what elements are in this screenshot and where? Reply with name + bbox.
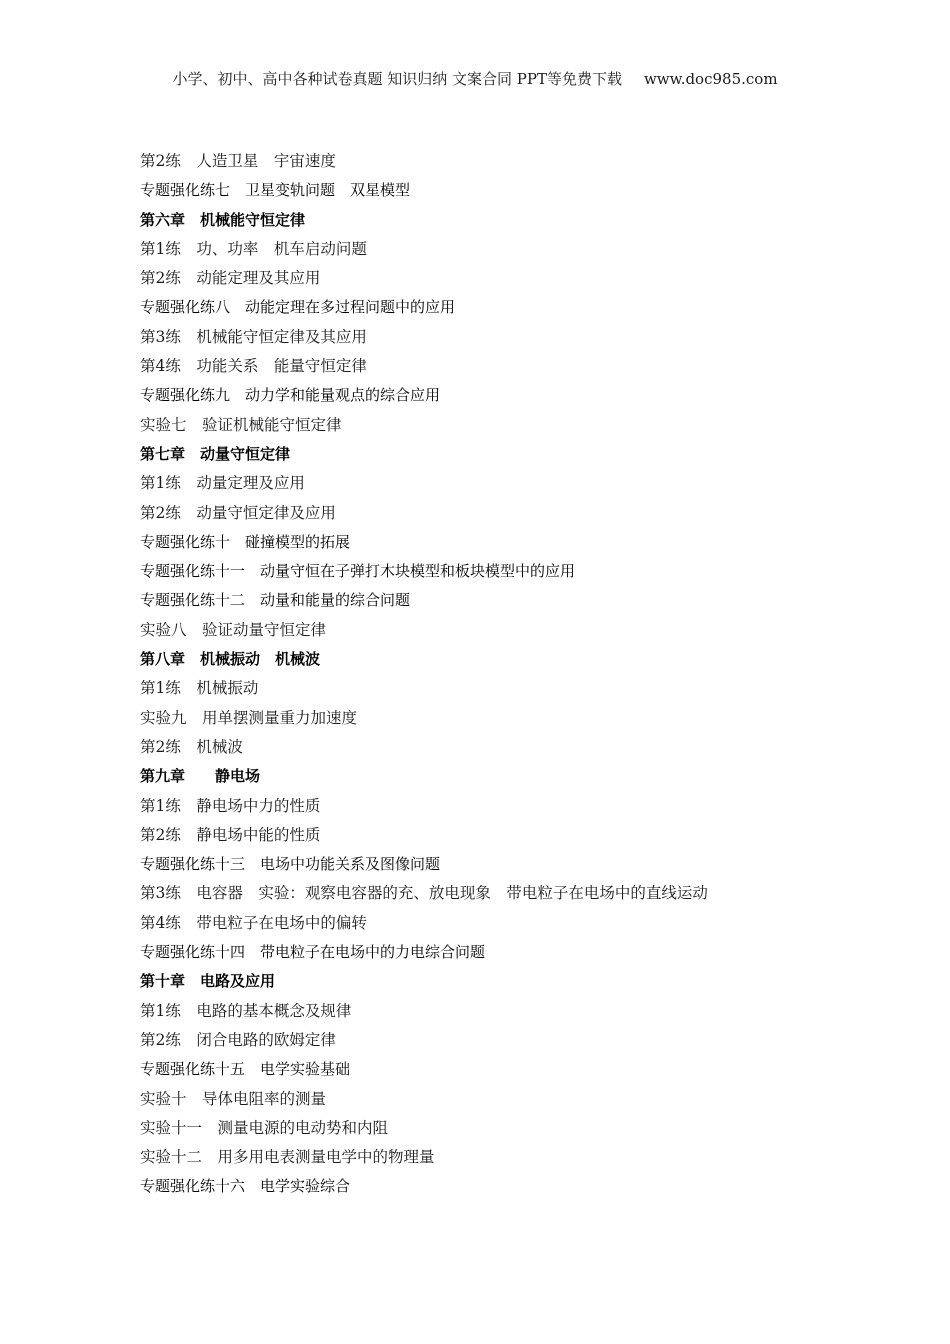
toc-entry-title: 电路的基本概念及规律 <box>196 1001 352 1020</box>
toc-entry-title: 功能关系 能量守恒定律 <box>196 357 367 376</box>
toc-chapter-heading[interactable] <box>140 440 900 469</box>
header-text: 小学、初中、高中各种试卷真题 知识归纳 文案合同 PPT等免费下载 <box>172 70 622 88</box>
toc-entry[interactable] <box>140 1026 900 1055</box>
toc-entry-title: 动量和能量的综合问题 <box>260 591 411 610</box>
toc-entry-title: 测量电源的电动势和内阻 <box>217 1118 389 1137</box>
toc-entry-label: 第六章 <box>140 210 186 229</box>
table-of-contents <box>140 147 900 1202</box>
page-header <box>0 68 950 90</box>
toc-entry-label: 第2练 <box>140 152 181 170</box>
toc-entry-title: 人造卫星 宇宙速度 <box>196 152 336 170</box>
toc-entry-label: 第九章 <box>140 767 186 786</box>
toc-entry-label: 第2练 <box>140 1030 181 1049</box>
header-site-link[interactable]: www.doc985.com <box>643 70 778 88</box>
toc-entry[interactable] <box>140 1055 900 1084</box>
toc-entry-label: 实验十 <box>140 1089 187 1108</box>
toc-entry[interactable] <box>140 411 900 440</box>
toc-entry-label: 专题强化练十二 <box>140 591 246 610</box>
toc-entry-label: 专题强化练八 <box>140 298 231 317</box>
toc-entry-title: 验证动量守恒定律 <box>202 620 327 639</box>
toc-entry-label: 专题强化练十一 <box>140 562 246 581</box>
toc-entry[interactable] <box>140 176 900 205</box>
toc-entry-title: 碰撞模型的拓展 <box>245 532 351 551</box>
toc-entry-label: 专题强化练十六 <box>140 1177 246 1196</box>
toc-entry-title: 机械波 <box>196 737 243 756</box>
toc-entry[interactable] <box>140 528 900 557</box>
toc-chapter-heading[interactable] <box>140 762 900 791</box>
toc-entry[interactable] <box>140 557 900 586</box>
toc-entry-label: 专题强化练十四 <box>140 943 246 962</box>
toc-entry-label: 实验七 <box>140 415 187 434</box>
toc-entry-title: 卫星变轨问题 双星模型 <box>245 181 411 200</box>
toc-entry-title: 带电粒子在电场中的偏转 <box>196 913 367 932</box>
toc-entry-title: 导体电阻率的测量 <box>202 1089 327 1108</box>
toc-entry-label: 专题强化练七 <box>140 181 231 200</box>
toc-entry-label: 第2练 <box>140 737 181 756</box>
toc-entry[interactable] <box>140 850 900 879</box>
toc-entry-title: 电容器 实验：观察电容器的充、放电现象 带电粒子在电场中的直线运动 <box>196 884 708 903</box>
toc-entry[interactable] <box>140 1114 900 1143</box>
toc-entry[interactable] <box>140 733 900 762</box>
toc-entry-label: 第1练 <box>140 796 181 815</box>
toc-entry[interactable] <box>140 293 900 322</box>
toc-entry-label: 第2练 <box>140 825 181 844</box>
toc-entry-label: 第3练 <box>140 327 181 346</box>
toc-entry-label: 第八章 <box>140 650 186 669</box>
toc-entry-label: 第4练 <box>140 357 181 376</box>
toc-entry-label: 实验十二 <box>140 1148 203 1167</box>
toc-entry-label: 第十章 <box>140 972 186 991</box>
toc-entry-title: 动量守恒定律及应用 <box>196 503 336 522</box>
toc-entry[interactable] <box>140 1085 900 1114</box>
toc-entry[interactable] <box>140 147 900 176</box>
toc-entry-title: 电学实验基础 <box>260 1060 351 1079</box>
toc-chapter-heading[interactable] <box>140 967 900 996</box>
toc-chapter-heading[interactable] <box>140 206 900 235</box>
toc-entry-label: 第4练 <box>140 913 181 932</box>
toc-entry[interactable] <box>140 792 900 821</box>
toc-entry-label: 第1练 <box>140 474 181 493</box>
toc-entry-title: 动量守恒定律 <box>200 444 291 463</box>
toc-entry-label: 第1练 <box>140 1001 181 1020</box>
toc-entry-title: 电路及应用 <box>200 972 276 991</box>
toc-entry-title: 动量守恒在子弹打木块模型和板块模型中的应用 <box>260 562 576 581</box>
toc-entry[interactable] <box>140 674 900 703</box>
toc-entry[interactable] <box>140 616 900 645</box>
toc-entry-label: 第2练 <box>140 269 181 288</box>
toc-entry[interactable] <box>140 1143 900 1172</box>
toc-entry[interactable] <box>140 997 900 1026</box>
toc-entry-title: 验证机械能守恒定律 <box>202 415 342 434</box>
toc-entry-title: 动能定理在多过程问题中的应用 <box>245 298 456 317</box>
toc-entry[interactable] <box>140 469 900 498</box>
toc-chapter-heading[interactable] <box>140 645 900 674</box>
toc-entry-title: 静电场 <box>200 767 261 786</box>
toc-entry[interactable] <box>140 1172 900 1201</box>
toc-entry-title: 静电场中力的性质 <box>196 796 321 815</box>
toc-entry[interactable] <box>140 909 900 938</box>
toc-entry[interactable] <box>140 704 900 733</box>
toc-entry[interactable] <box>140 938 900 967</box>
toc-entry-label: 专题强化练九 <box>140 386 231 405</box>
toc-entry-label: 第1练 <box>140 679 181 698</box>
toc-entry[interactable] <box>140 381 900 410</box>
toc-entry-label: 专题强化练十五 <box>140 1060 246 1079</box>
toc-entry-label: 第1练 <box>140 239 181 258</box>
toc-entry[interactable] <box>140 323 900 352</box>
toc-entry[interactable] <box>140 879 900 908</box>
toc-entry-title: 动量定理及应用 <box>196 474 305 493</box>
toc-entry[interactable] <box>140 235 900 264</box>
toc-entry-label: 第3练 <box>140 884 181 903</box>
toc-entry-title: 动力学和能量观点的综合应用 <box>245 386 441 405</box>
toc-entry-label: 实验九 <box>140 708 187 727</box>
toc-entry-title: 机械能守恒定律 <box>200 210 306 229</box>
toc-entry-title: 静电场中能的性质 <box>196 825 321 844</box>
toc-entry-title: 动能定理及其应用 <box>196 269 321 288</box>
toc-entry[interactable] <box>140 499 900 528</box>
toc-entry-label: 实验十一 <box>140 1118 203 1137</box>
toc-entry-title: 电场中功能关系及图像问题 <box>260 855 441 874</box>
toc-entry-title: 闭合电路的欧姆定律 <box>196 1030 336 1049</box>
toc-entry-label: 实验八 <box>140 620 187 639</box>
toc-entry-title: 带电粒子在电场中的力电综合问题 <box>260 943 486 962</box>
toc-entry-label: 第七章 <box>140 444 186 463</box>
toc-entry-label: 专题强化练十三 <box>140 855 246 874</box>
toc-entry-title: 用多用电表测量电学中的物理量 <box>217 1148 435 1167</box>
toc-entry[interactable] <box>140 264 900 293</box>
toc-entry-label: 第2练 <box>140 503 181 522</box>
toc-entry-title: 功、功率 机车启动问题 <box>196 239 367 258</box>
toc-entry[interactable] <box>140 821 900 850</box>
toc-entry[interactable] <box>140 352 900 381</box>
toc-entry-title: 机械振动 <box>196 679 259 698</box>
toc-entry-label: 专题强化练十 <box>140 532 231 551</box>
toc-entry-title: 机械能守恒定律及其应用 <box>196 327 367 346</box>
toc-entry-title: 电学实验综合 <box>260 1177 351 1196</box>
toc-entry-title: 机械振动 机械波 <box>200 650 321 669</box>
toc-entry[interactable] <box>140 586 900 615</box>
toc-entry-title: 用单摆测量重力加速度 <box>202 708 358 727</box>
